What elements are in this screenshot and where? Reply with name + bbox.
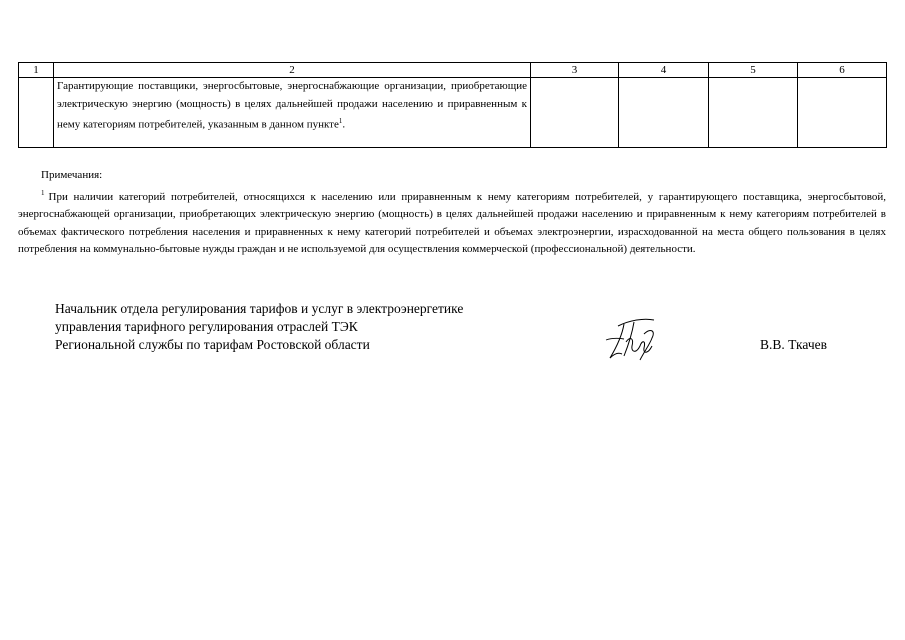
signatory-title-line-2: управления тарифного регулирования отраслей ТЭК bbox=[55, 319, 358, 334]
row-cell-1 bbox=[19, 78, 54, 148]
signatory-title-line-1: Начальник отдела регулирования тарифов и услуг в электроэнергетике bbox=[55, 301, 464, 316]
row-description-tail: . bbox=[342, 118, 346, 131]
signatory-title-line-3: Региональной службы по тарифам Ростовской области bbox=[55, 337, 370, 352]
notes-section bbox=[18, 167, 886, 259]
row-cell-4 bbox=[619, 78, 709, 148]
signatory-name: В.В. Ткачев bbox=[760, 337, 828, 352]
row-cell-6 bbox=[798, 78, 887, 148]
handwritten-signature bbox=[604, 316, 664, 364]
column-number-1: 1 bbox=[19, 63, 54, 78]
column-number-3: 3 bbox=[531, 63, 619, 78]
row-description-text: Гарантирующие поставщики, энергосбытовые, энергоснабжающие организации, приобретающие электрическую энергию (мощность) в целях дальнейшей продажи населению и приравненным к нему категориям потребителей, указанным в данном пункте bbox=[57, 80, 527, 131]
column-number-4: 4 bbox=[619, 63, 709, 78]
footnote-mark: 1 bbox=[41, 188, 45, 197]
row-cell-3 bbox=[531, 78, 619, 148]
row-cell-5 bbox=[709, 78, 798, 148]
footnote-reference: 1 bbox=[338, 117, 343, 125]
column-number-2: 2 bbox=[54, 63, 531, 78]
row-description-cell bbox=[54, 78, 531, 148]
footnote-paragraph bbox=[18, 185, 886, 259]
notes-title: Примечания: bbox=[41, 169, 103, 181]
column-number-5: 5 bbox=[709, 63, 798, 78]
column-number-6: 6 bbox=[798, 63, 887, 78]
tariff-table bbox=[18, 62, 887, 148]
signatory-title bbox=[55, 300, 463, 354]
table-row bbox=[19, 78, 887, 148]
footnote-text: При наличии категорий потребителей, относящихся к населению или приравненным к нему категориям потребителей, у гарантирующего поставщика, энергосбытовой, энергоснабжающей организации, приобретающих электрическую энергию (мощность) в целях дальнейшей продажи населению и приравненным к нему категориям потребителей в объемах фактического потребления населения и приравненных к нему категорий потребителей и объемах электроэнергии, израсходованной на места общего пользования в целях потребления на коммунально-бытовые нужды граждан и не используемой для осуществления коммерческой (профессиональной) деятельности. bbox=[18, 190, 886, 255]
table-header-row bbox=[19, 63, 887, 78]
